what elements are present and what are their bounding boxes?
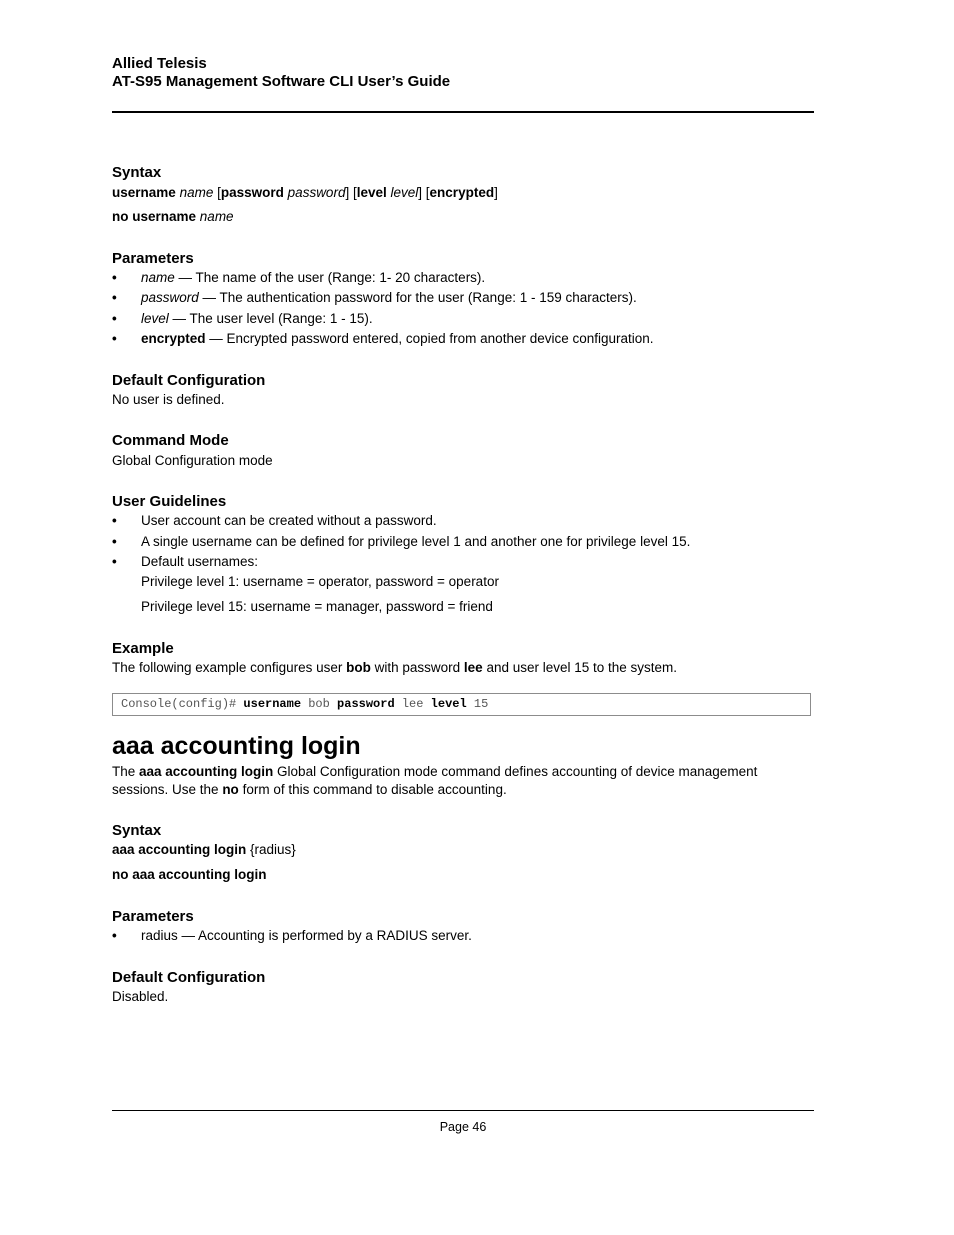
user-guidelines-heading: User Guidelines — [112, 493, 227, 510]
section-title: aaa accounting login — [112, 732, 361, 760]
intro-line-2: sessions. Use the no form of this command to disable accounting. — [112, 782, 507, 797]
guideline-subline: Privilege level 1: username = operator, password = operator — [141, 574, 499, 589]
command-mode-text: Global Configuration mode — [112, 453, 273, 468]
default-config-heading: Default Configuration — [112, 969, 266, 986]
syntax-line-aaa: aaa accounting login {radius} — [112, 842, 296, 857]
guideline-subline: Privilege level 15: username = manager, password = friend — [141, 599, 493, 614]
default-config-heading: Default Configuration — [112, 372, 266, 389]
footer-rule — [112, 1110, 814, 1111]
header-company: Allied Telesis — [112, 55, 207, 72]
syntax-line-username: username name [password password] [level level] [encrypted] — [112, 185, 498, 200]
code-example: Console(config)# username bob password lee level 15 — [112, 693, 811, 716]
syntax-line-no-username: no username name — [112, 209, 234, 224]
intro-line-1: The aaa accounting login Global Configuration mode command defines accounting of device management — [112, 764, 758, 779]
syntax-heading: Syntax — [112, 164, 162, 181]
page-number: Page 46 — [439, 1120, 487, 1134]
example-heading: Example — [112, 640, 174, 657]
syntax-line-no-aaa: no aaa accounting login — [112, 867, 267, 882]
command-mode-heading: Command Mode — [112, 432, 229, 449]
default-config-text: Disabled. — [112, 989, 169, 1004]
example-text: The following example configures user bob with password lee and user level 15 to the system. — [112, 660, 678, 675]
parameters-heading: Parameters — [112, 250, 194, 267]
default-config-text: No user is defined. — [112, 392, 225, 407]
header-rule — [112, 111, 814, 113]
parameters-heading: Parameters — [112, 908, 194, 925]
syntax-heading: Syntax — [112, 822, 162, 839]
header-guide-title: AT-S95 Management Software CLI User’s Guide — [112, 73, 451, 90]
document-page: Allied Telesis AT-S95 Management Software CLI User’s Guide Syntax username name [password password] [level level] [encrypted] no username name Parameters • name — The name of the user (Range: 1- 20 characters). • password — The authentication password for the user (Range: 1 - 159 characters). • level — The user level (Range: 1 - 15). • encrypted — Encrypted password entered, copied from another device configuration. Default Configuration No user is defined. Command Mode Global Configuration mode User Guidelines • User account can be created without a password. • A single username can be defined for privilege level 1 and another one for privilege level 15. • Default usernames: Privilege level 1: username = operator, password = operator Privilege level 15: username = manager, password = friend Example The following example configures user bob with password lee and user level 15 to the system. Console(config)# username bob password lee level 15 aaa accounting login The aaa accounting login Global Configuration mode command defines accounting of device management sessions. Use the no form of this command to disable accounting. Syntax aaa accounting login {radius} no aaa accounting login Parameters • radius — Accounting is performed by a RADIUS server. Default Configuration Disabled. Page 46 — [0, 0, 954, 1235]
